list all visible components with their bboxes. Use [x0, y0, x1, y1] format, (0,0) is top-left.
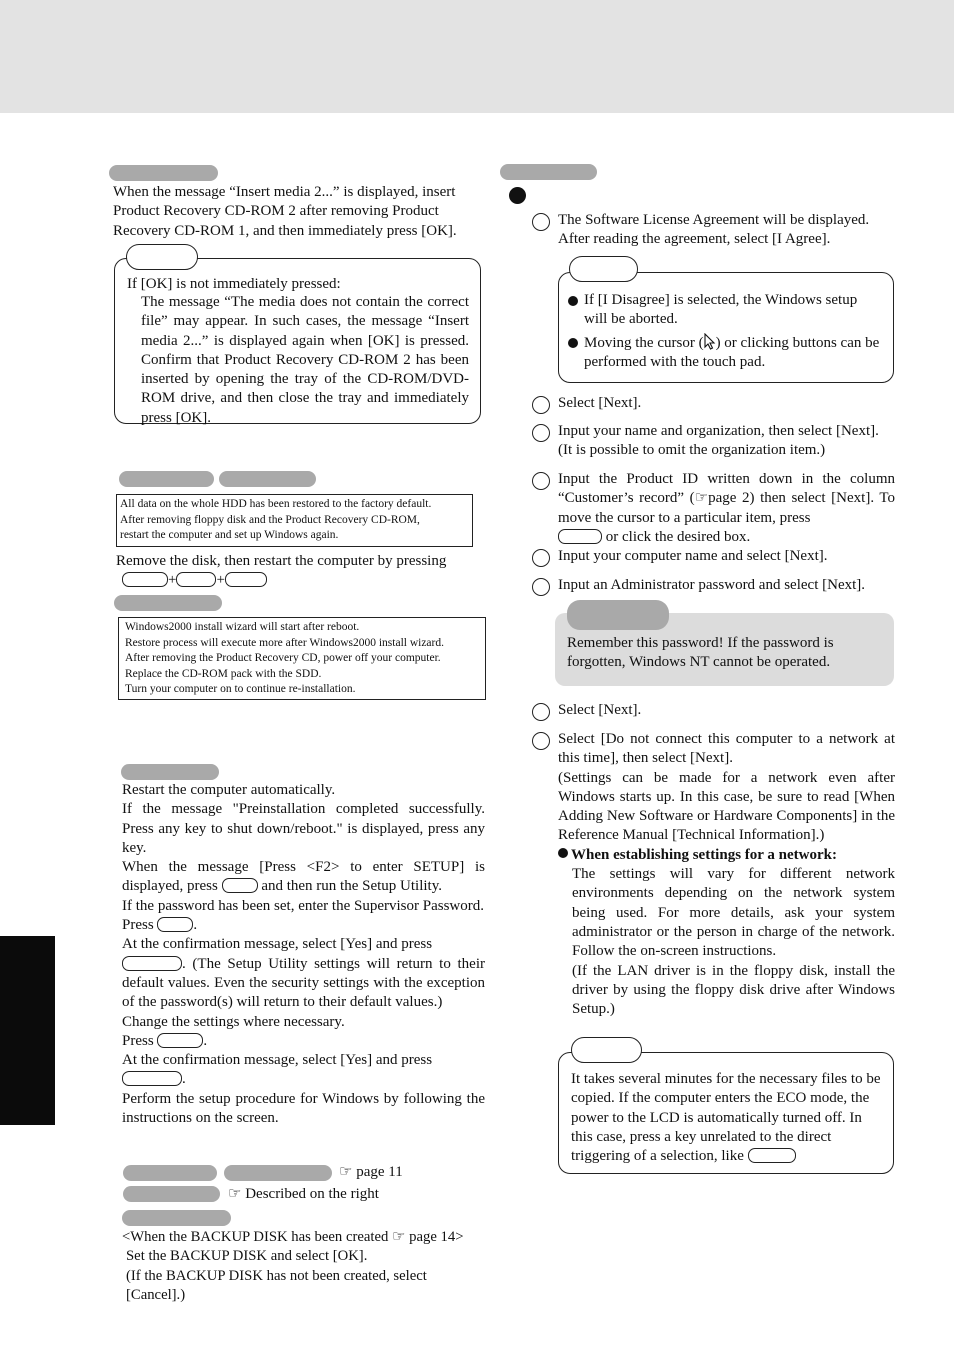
step-text: Input your name and organization, then select [Next]. (It is possible to omit the organization item.)	[558, 423, 879, 459]
step-text: Select [Next].	[558, 395, 642, 411]
side-tab	[0, 936, 55, 1125]
restart-line: Perform the setup procedure for Windows by following the instructions on the screen.	[122, 1090, 485, 1127]
key-combo	[122, 571, 267, 590]
backup-line: Set the BACKUP DISK and select [OK].	[126, 1248, 368, 1265]
restart-line: At the confirmation message, select [Yes] and press	[122, 1052, 433, 1069]
restart-line: and then run the Setup Utility.	[261, 878, 442, 895]
insert-media-text: When the message “Insert media 2...” is displayed, insert Product Recovery CD-ROM 2 after removing Product Recovery CD-ROM 1, and then immediately press [OK].	[113, 184, 457, 239]
step-circle-icon	[532, 732, 550, 750]
step-circle-icon	[532, 549, 550, 567]
restart-line: Press	[122, 1032, 154, 1049]
section-label-pill	[123, 1165, 217, 1181]
pointing-hand-icon: ☞	[339, 1164, 353, 1180]
page-reference	[339, 1163, 403, 1182]
page-reference	[228, 1185, 379, 1204]
step-text: Input your computer name and select [Next].	[558, 548, 828, 564]
section-label-pill	[114, 595, 222, 611]
caution-text: Remember this password! If the password is forgotten, Windows NT cannot be operated.	[567, 635, 834, 671]
step-text	[558, 730, 895, 1019]
screen-line: Replace the CD-ROM pack with the SDD.	[125, 667, 322, 680]
section-label-pill	[109, 165, 218, 181]
key-enter-icon	[122, 956, 182, 971]
key-enter-icon	[122, 1071, 182, 1086]
restart-line: Change the settings where necessary.	[122, 1013, 345, 1030]
screen-message-box	[118, 617, 486, 700]
pointing-hand-icon: ☞	[228, 1186, 242, 1202]
note-bullet-part: Moving the cursor (	[584, 334, 704, 351]
page-header-band	[0, 0, 954, 113]
note-tag	[571, 1037, 642, 1063]
network-text: (If the LAN driver is in the floppy disk, install the driver by using the floppy disk drive after Windows Setup.)	[572, 962, 895, 1018]
page-ref-text: Described on the right	[245, 1186, 379, 1202]
step-text: The Software License Agreement will be displayed. After reading the agreement, select [I Agree].	[558, 212, 870, 248]
period: .	[193, 917, 198, 934]
section-label-pill	[224, 1165, 332, 1181]
page-ref-text: page 11	[356, 1164, 403, 1180]
step-circle-icon	[532, 472, 550, 490]
step-marker-icon	[509, 187, 526, 204]
bullet-icon	[568, 296, 578, 306]
restart-line: If the message "Preinstallation completed successfully. Press any key to shut down/reboot." is displayed, press any key.	[122, 801, 485, 856]
screen-line: Turn your computer on to continue re-installation.	[125, 683, 356, 695]
caution-tag	[567, 600, 669, 630]
step-circle-icon	[532, 578, 550, 596]
network-text: The settings will vary for different network environments depending on the network system being used. For more details, ask your system administrator or the person in charge of the network. Follow the on-screen instructions.	[572, 866, 895, 960]
note-lead: If [OK] is not immediately pressed:	[127, 276, 341, 292]
section-label-pill	[119, 471, 214, 487]
screen-line: After removing floppy disk and the Product Recovery CD-ROM,	[120, 513, 420, 526]
section-label-pill	[121, 764, 219, 780]
step-circle-icon	[532, 424, 550, 442]
key-shift-icon	[748, 1148, 796, 1163]
key-del-icon	[225, 572, 267, 587]
key-alt-icon	[176, 572, 216, 587]
step-circle-icon	[532, 703, 550, 721]
screen-line: Windows2000 install wizard will start after reboot.	[125, 621, 360, 633]
key-f10-icon	[157, 1033, 203, 1048]
step-text: Input an Administrator password and select [Next].	[558, 577, 866, 593]
backup-line: <When the BACKUP DISK has been created	[122, 1229, 389, 1245]
screen-message-box	[116, 494, 473, 547]
restart-line: Press	[122, 917, 154, 934]
restart-line: Restart the computer automatically.	[122, 782, 336, 798]
key-f9-icon	[157, 917, 193, 932]
key-f2-icon	[222, 878, 258, 893]
mouse-cursor-icon	[704, 333, 716, 350]
section-label-pill	[122, 1210, 231, 1226]
key-tab-icon	[558, 529, 602, 544]
section-label-pill	[500, 164, 597, 180]
restart-line: When the message [Press <F2> to enter SETUP] is displayed, press	[122, 859, 485, 895]
step-circle-icon	[532, 396, 550, 414]
note-bullet-text	[584, 333, 884, 373]
note-bullet-part: ) or clicking buttons can be performed with the touch pad.	[584, 334, 880, 370]
note-body: The message “The media does not contain the correct file” may appear. In such cases, the message “Insert media 2...” is displayed again when [OK] is pressed. Confirm that Product Recovery CD-ROM 2 has been inserted by opening the tray of the CD-ROM/DVD-ROM drive, and then close the tray and immediately press [OK].	[141, 294, 469, 426]
backup-line: page 14>	[409, 1229, 464, 1245]
note-body: It takes several minutes for the necessary files to be copied. If the computer enters the ECO mode, the power to the LCD is automatically turned off. In this case, press a key unrelated to the direct triggering of a selection, like	[571, 1071, 881, 1165]
screen-line: Restore process will execute more after Windows2000 install wizard.	[125, 636, 444, 649]
step-text: Select [Next].	[558, 702, 642, 718]
remove-disk-text: Remove the disk, then restart the computer by pressing	[116, 553, 447, 569]
note-tag	[569, 256, 638, 282]
section-label-pill	[219, 471, 316, 487]
period: .	[203, 1032, 208, 1049]
step-circle-icon	[532, 213, 550, 231]
key-ctrl-icon	[122, 572, 168, 587]
step-text-part: page 2) then select [Next]. To move the cursor to a particular item, press	[558, 490, 895, 526]
plus-sign: +	[216, 572, 225, 588]
bullet-icon	[558, 848, 568, 858]
note-bullet-text: If [I Disagree] is selected, the Windows setup will be aborted.	[584, 292, 858, 328]
restart-line: If the password has been set, enter the Supervisor Password.	[122, 897, 484, 914]
screen-line: After removing the Product Recovery CD, power off your computer.	[125, 652, 441, 664]
screen-line: All data on the whole HDD has been restored to the factory default.	[120, 498, 432, 510]
backup-line: (If the BACKUP DISK has not been created, select [Cancel].)	[126, 1267, 427, 1303]
restart-line: . (The Setup Utility settings will return to their default values. Even the security settings with the exception of the password(s) will return to their default values.)	[122, 955, 485, 1011]
step-text-part: or click the desired box.	[605, 528, 751, 545]
restart-instructions	[122, 781, 485, 1128]
step-line: Select [Do not connect this computer to a network at this time], then select [Next].	[558, 731, 895, 767]
plus-sign: +	[168, 572, 177, 588]
note-bullets	[568, 291, 884, 372]
step-text	[558, 470, 895, 547]
period: .	[182, 1071, 186, 1088]
note-text	[571, 1070, 882, 1166]
pointing-hand-icon: ☞	[392, 1229, 406, 1245]
screen-line: restart the computer and set up Windows again.	[120, 529, 339, 541]
network-heading: When establishing settings for a network:	[571, 846, 837, 863]
pointing-hand-icon: ☞	[694, 490, 709, 507]
backup-disk-instructions	[122, 1228, 488, 1305]
bullet-icon	[568, 338, 578, 348]
step-line: (Settings can be made for a network even after Windows starts up. In this case, be sure to read [When Adding New Software or Hardware Components] in the Reference Manual [Technical Information].)	[558, 769, 895, 844]
restart-line: At the confirmation message, select [Yes] and press	[122, 936, 433, 953]
section-label-pill	[123, 1186, 220, 1202]
step-text-part: Input the Product ID written down in the column “Customer’s record” (	[558, 471, 895, 507]
note-tag	[126, 244, 198, 270]
